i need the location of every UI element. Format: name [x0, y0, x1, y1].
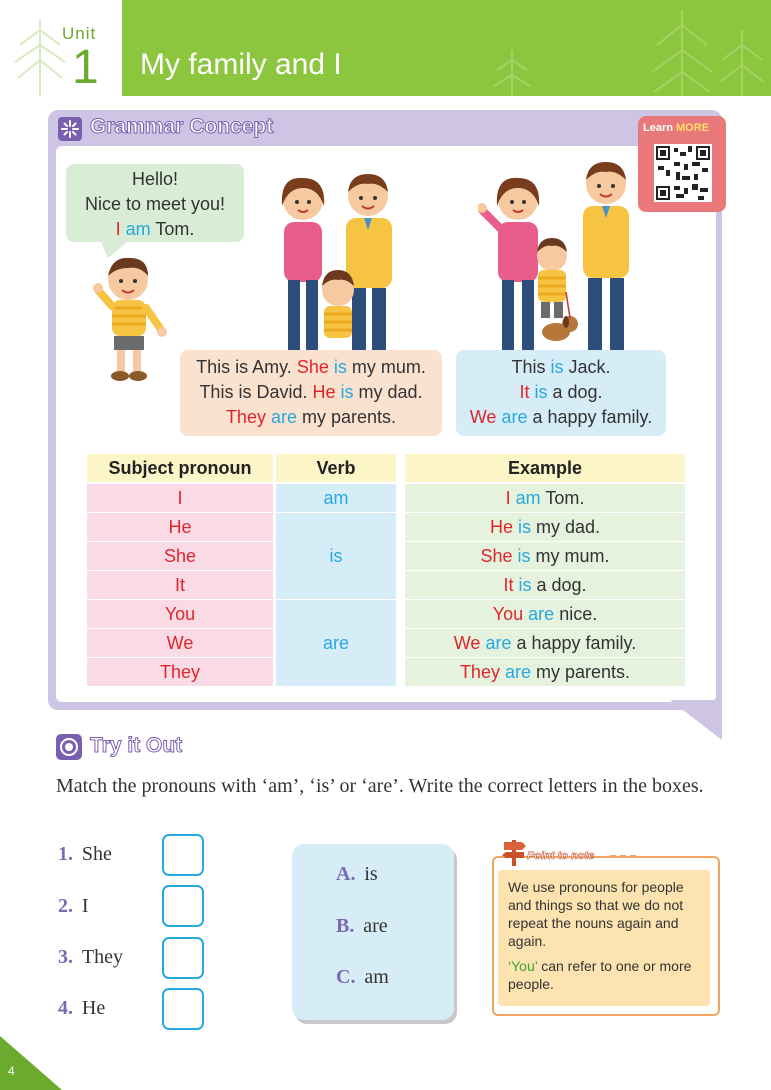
example-cell: We are a happy family. — [405, 629, 685, 657]
verb-cell: are — [276, 600, 396, 686]
note-paragraph: We use pronouns for people and things so that we do not repeat the nouns again and again. — [508, 879, 684, 949]
example-cell: She is my mum. — [405, 542, 685, 570]
bubble-line: Hello! — [131, 169, 179, 189]
note-title-dashes — [608, 852, 638, 860]
option-item: C. am — [336, 966, 389, 988]
bubble-line: They are my parents. — [225, 407, 397, 427]
panel-tail-decoration — [670, 700, 722, 740]
pronoun-cell: They — [87, 658, 273, 686]
pronoun-table — [87, 454, 687, 690]
bubble-line: I am Tom. — [115, 219, 195, 239]
example-cell: They are my parents. — [405, 658, 685, 686]
table-header: Verb — [276, 454, 396, 482]
target-icon — [56, 734, 82, 760]
speech-bubble-parents — [180, 350, 442, 436]
example-cell: It is a dog. — [405, 571, 685, 599]
bubble-line: It is a dog. — [519, 382, 603, 402]
unit-number: 1 — [72, 41, 99, 94]
note-text — [508, 878, 704, 993]
pronoun-cell: He — [87, 513, 273, 541]
answer-box-3[interactable] — [162, 937, 204, 979]
grammar-concept-heading: Grammar Concept — [90, 115, 274, 138]
note-title: Point to note — [527, 850, 595, 862]
family-parents-illustration — [268, 170, 408, 350]
note-paragraph: ‘You’ can refer to one or more people. — [508, 958, 692, 992]
page-title: My family and I — [140, 48, 342, 81]
question-item: 2. I — [58, 895, 89, 917]
header-left — [0, 0, 122, 96]
question-item: 4. He — [58, 997, 106, 1019]
answer-box-2[interactable] — [162, 885, 204, 927]
option-item: A. is — [336, 863, 378, 885]
pronoun-cell: We — [87, 629, 273, 657]
table-header: Example — [405, 454, 685, 482]
instruction-text: Match the pronouns with ‘am’, ‘is’ or ‘are’. Write the correct letters in the boxes. — [56, 775, 704, 797]
speech-bubble-family — [456, 350, 666, 436]
leaf-decoration-icon — [0, 0, 122, 96]
boy-tom-illustration — [90, 250, 170, 384]
question-item: 3. They — [58, 946, 123, 968]
example-cell: You are nice. — [405, 600, 685, 628]
pronoun-cell: She — [87, 542, 273, 570]
sparkle-icon — [58, 117, 82, 141]
speech-bubble-tom — [66, 164, 244, 242]
qr-code-icon[interactable] — [654, 144, 712, 202]
pronoun-cell: I — [87, 484, 273, 512]
bubble-line: This is David. He is my dad. — [199, 382, 423, 402]
question-item: 1. She — [58, 843, 112, 865]
option-item: B. are — [336, 915, 388, 937]
answer-box-4[interactable] — [162, 988, 204, 1030]
unit-label: Unit — [62, 24, 97, 43]
pronoun-cell: It — [87, 571, 273, 599]
table-header: Subject pronoun — [87, 454, 273, 482]
answer-box-1[interactable] — [162, 834, 204, 876]
page-corner-decoration — [0, 1036, 62, 1090]
bubble-line: Nice to meet you! — [84, 194, 226, 214]
verb-cell: is — [276, 513, 396, 599]
family-dog-illustration — [478, 156, 648, 350]
example-cell: I am Tom. — [405, 484, 685, 512]
learn-more-label: Learn MORE — [643, 122, 710, 134]
verb-cell: am — [276, 484, 396, 512]
bubble-line: This is Jack. — [511, 357, 611, 377]
pronoun-cell: You — [87, 600, 273, 628]
example-cell: He is my dad. — [405, 513, 685, 541]
signpost-icon — [502, 836, 528, 866]
try-it-out-heading: Try it Out — [90, 734, 183, 757]
bubble-line: This is Amy. She is my mum. — [196, 357, 426, 377]
bubble-line: We are a happy family. — [469, 407, 653, 427]
page-number: 4 — [8, 1064, 15, 1078]
